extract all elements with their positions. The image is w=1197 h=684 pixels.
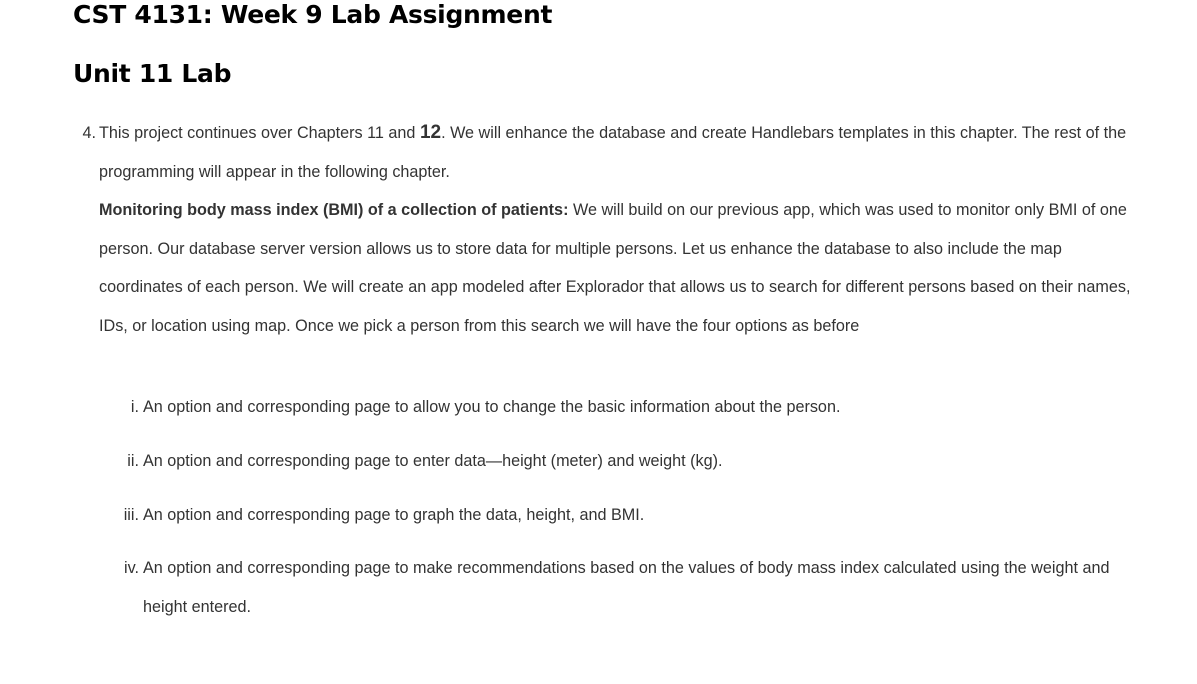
intro-chapter-number: 12 xyxy=(419,122,442,143)
option-text: An option and corresponding page to make recommendations based on the values of body mass index calculated using the weight and height entered. xyxy=(143,559,1110,616)
option-item-iii xyxy=(73,496,1143,535)
intro-text-after: . We will enhance the database and create Handlebars templates in this chapter. The rest of the programming will appear in the following chapter. xyxy=(99,124,1127,181)
section-heading: Monitoring body mass index (BMI) of a collection of patients: xyxy=(99,201,569,219)
list-item-text xyxy=(99,114,1139,345)
option-number: iii. xyxy=(123,506,139,524)
option-text: An option and corresponding page to allow you to change the basic information about the person. xyxy=(143,398,841,416)
document-title: CST 4131: Week 9 Lab Assignment xyxy=(73,0,553,29)
option-text: An option and corresponding page to graph the data, height, and BMI. xyxy=(143,506,645,524)
list-item-number: 4. xyxy=(82,124,96,142)
option-text: An option and corresponding page to enter data—height (meter) and weight (kg). xyxy=(143,452,723,470)
document-subtitle: Unit 11 Lab xyxy=(73,59,232,88)
option-number: iv. xyxy=(124,559,139,577)
option-number: i. xyxy=(130,398,139,416)
option-number: ii. xyxy=(127,452,139,470)
option-item-ii xyxy=(73,442,1143,481)
section-body: We will build on our previous app, which was used to monitor only BMI of one person. Our database server version allows us to store data for multiple persons. Let us enhance the database to also include the map coordinates of each person. We will create an app modeled after Explorador that allows us to search for different persons based on their names, IDs, or location using map. Once we pick a person from this search we will have the four options as before xyxy=(99,201,1131,335)
intro-text-before: This project continues over Chapters 11 and xyxy=(99,124,420,142)
option-item-i xyxy=(73,388,1143,427)
option-item-iv xyxy=(73,549,1143,626)
list-item-4 xyxy=(79,114,1139,345)
